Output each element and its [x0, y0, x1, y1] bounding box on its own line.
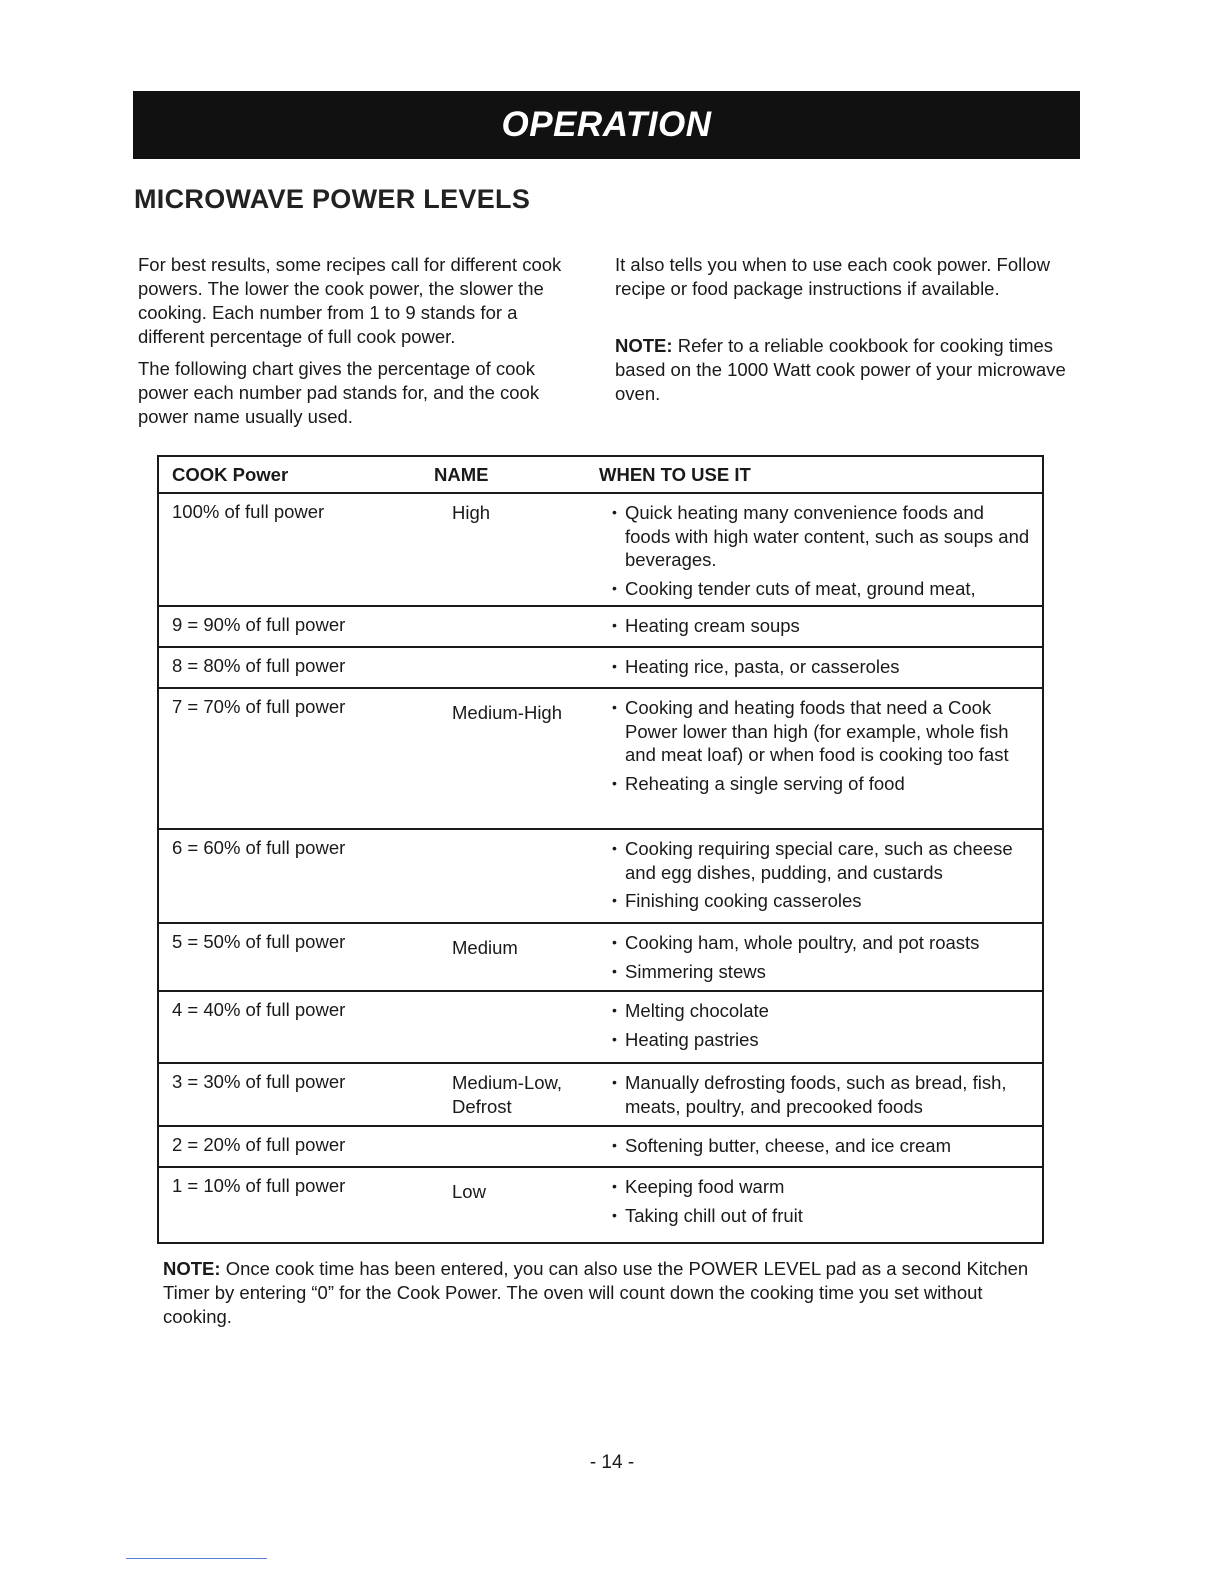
- cook-power-cell: 6 = 60% of full power: [172, 837, 346, 858]
- when-to-use-cell: [599, 1168, 1042, 1242]
- bullet-icon: •: [612, 658, 617, 674]
- use-text: Finishing cooking casseroles: [625, 890, 862, 911]
- cook-power-cell: 5 = 50% of full power: [172, 931, 346, 952]
- list-item: [612, 614, 1032, 638]
- when-to-use-cell: [599, 1127, 1042, 1166]
- table-row: [159, 1127, 1042, 1168]
- use-text: Cooking tender cuts of meat, ground meat,: [625, 577, 976, 599]
- use-text: Reheating a single serving of food: [625, 772, 905, 794]
- list-item: [612, 931, 1032, 955]
- cook-power-cell: 100% of full power: [172, 501, 325, 522]
- power-name-cell: [439, 1127, 599, 1166]
- table-header-row: [159, 457, 1042, 494]
- list-item: [612, 1071, 1032, 1118]
- table-row: [159, 1064, 1042, 1127]
- bullet-icon: •: [612, 1002, 617, 1018]
- list-item: [612, 655, 1032, 679]
- list-item: [612, 1204, 1032, 1228]
- list-item: [612, 960, 1032, 984]
- use-text: Heating pastries: [625, 1028, 759, 1050]
- list-item: [612, 889, 1032, 913]
- divider: [126, 1558, 267, 1559]
- list-item: [612, 999, 1032, 1023]
- intro-paragraph: The following chart gives the percentage of cook power each number pad stands for, and the cook power name usually used.: [138, 358, 540, 427]
- intro-paragraph: It also tells you when to use each cook power. Follow recipe or food package instructions if available.: [615, 254, 1050, 299]
- bullet-icon: •: [612, 579, 617, 596]
- bullet-icon: •: [612, 617, 617, 633]
- cook-power-cell: 1 = 10% of full power: [172, 1175, 346, 1196]
- when-to-use-cell: [599, 924, 1042, 990]
- use-text: Heating rice, pasta, or casseroles: [625, 656, 900, 677]
- power-name-cell: [439, 992, 599, 1062]
- intro-right-column: [615, 253, 1085, 439]
- when-to-use-cell: [599, 689, 1042, 828]
- bullet-icon: •: [612, 1178, 617, 1194]
- use-text: Cooking ham, whole poultry, and pot roasts: [625, 932, 980, 953]
- power-name-cell: [439, 607, 599, 646]
- use-text: Softening butter, cheese, and ice cream: [625, 1135, 952, 1156]
- cook-power-cell: 2 = 20% of full power: [172, 1134, 346, 1155]
- when-to-use-cell: [599, 1064, 1042, 1125]
- table-row: [159, 648, 1042, 689]
- table-row: [159, 830, 1042, 924]
- bullet-icon: •: [612, 1074, 617, 1090]
- cook-power-cell: 3 = 30% of full power: [172, 1071, 346, 1092]
- when-to-use-cell: [599, 830, 1042, 922]
- list-item: [612, 1175, 1032, 1199]
- use-text: Quick heating many convenience foods and foods with high water content, such as soups and beverages.: [625, 502, 1030, 570]
- cook-power-cell: 4 = 40% of full power: [172, 999, 346, 1020]
- list-item: [612, 696, 1032, 767]
- power-name-cell: High: [452, 502, 491, 523]
- power-name-cell: Low: [452, 1181, 486, 1202]
- bullet-icon: •: [612, 504, 617, 520]
- table-row: [159, 992, 1042, 1064]
- table-row: [159, 689, 1042, 830]
- bullet-icon: •: [612, 962, 617, 979]
- list-item: [612, 1028, 1032, 1052]
- when-to-use-cell: [599, 607, 1042, 646]
- bullet-icon: •: [612, 934, 617, 950]
- use-text: Keeping food warm: [625, 1176, 785, 1197]
- bullet-icon: •: [612, 1137, 617, 1153]
- use-text: Simmering stews: [625, 960, 766, 982]
- list-item: [612, 772, 1032, 796]
- table-row: [159, 924, 1042, 992]
- banner-title: OPERATION: [501, 105, 712, 144]
- power-name-cell: [439, 830, 599, 922]
- power-name-cell: Medium-Low, Defrost: [452, 1072, 563, 1117]
- bullet-icon: •: [612, 840, 617, 856]
- intro-paragraph: For best results, some recipes call for different cook powers. The lower the cook power, the slower the cooking. Each number from 1 to 9 stands for a different percentage of full cook power.: [138, 254, 562, 347]
- cook-power-cell: 8 = 80% of full power: [172, 655, 346, 676]
- table-row: [159, 494, 1042, 607]
- use-text: Manually defrosting foods, such as bread, fish, meats, poultry, and precooked foods: [625, 1072, 1007, 1117]
- bullet-icon: •: [612, 1030, 617, 1047]
- note-label: NOTE:: [615, 335, 673, 356]
- list-item: [612, 501, 1032, 572]
- when-to-use-cell: [599, 648, 1042, 687]
- power-level-table: [157, 455, 1044, 1244]
- cook-power-cell: 9 = 90% of full power: [172, 614, 346, 635]
- list-item: [612, 1134, 1032, 1158]
- use-text: Melting chocolate: [625, 1000, 769, 1021]
- power-name-cell: Medium: [452, 937, 518, 958]
- power-name-cell: [439, 648, 599, 687]
- intro-note: [615, 334, 1085, 406]
- when-to-use-cell: [599, 992, 1042, 1062]
- use-text: Heating cream soups: [625, 615, 800, 636]
- when-to-use-cell: [599, 494, 1042, 605]
- note-label: NOTE:: [163, 1258, 221, 1279]
- power-name-cell: Medium-High: [452, 702, 563, 723]
- use-text: Cooking and heating foods that need a Cook Power lower than high (for example, whole fish and meat loaf) or when food is cooking too fast: [625, 697, 1009, 765]
- column-header-cook-power: COOK Power: [172, 463, 289, 485]
- note-text: Once cook time has been entered, you can also use the POWER LEVEL pad as a second Kitchen Timer by entering “0” for the Cook Power. The oven will count down the cooking time you set without cooking.: [163, 1258, 1029, 1327]
- table-row: [159, 1168, 1042, 1242]
- use-text: Taking chill out of fruit: [625, 1204, 803, 1226]
- section-banner: [133, 91, 1080, 159]
- bullet-icon: •: [612, 699, 617, 715]
- list-item: [612, 837, 1032, 884]
- column-header-when-to-use: WHEN TO USE IT: [599, 463, 751, 485]
- page-number: - 14 -: [589, 1452, 635, 1473]
- table-row: [159, 607, 1042, 648]
- column-header-name: NAME: [434, 463, 489, 485]
- list-item: [612, 577, 1032, 601]
- cook-power-cell: 7 = 70% of full power: [172, 696, 346, 717]
- note-text: Refer to a reliable cookbook for cooking times based on the 1000 Watt cook power of your microwave oven.: [615, 335, 1066, 404]
- footer-note: [163, 1257, 1053, 1329]
- use-text: Cooking requiring special care, such as cheese and egg dishes, pudding, and custards: [625, 838, 1013, 883]
- bullet-icon: •: [612, 892, 617, 908]
- bullet-icon: •: [612, 774, 617, 791]
- bullet-icon: •: [612, 1206, 617, 1223]
- table-body: [159, 494, 1042, 1242]
- intro-left-column: [138, 253, 578, 437]
- page-title: MICROWAVE POWER LEVELS: [134, 184, 531, 214]
